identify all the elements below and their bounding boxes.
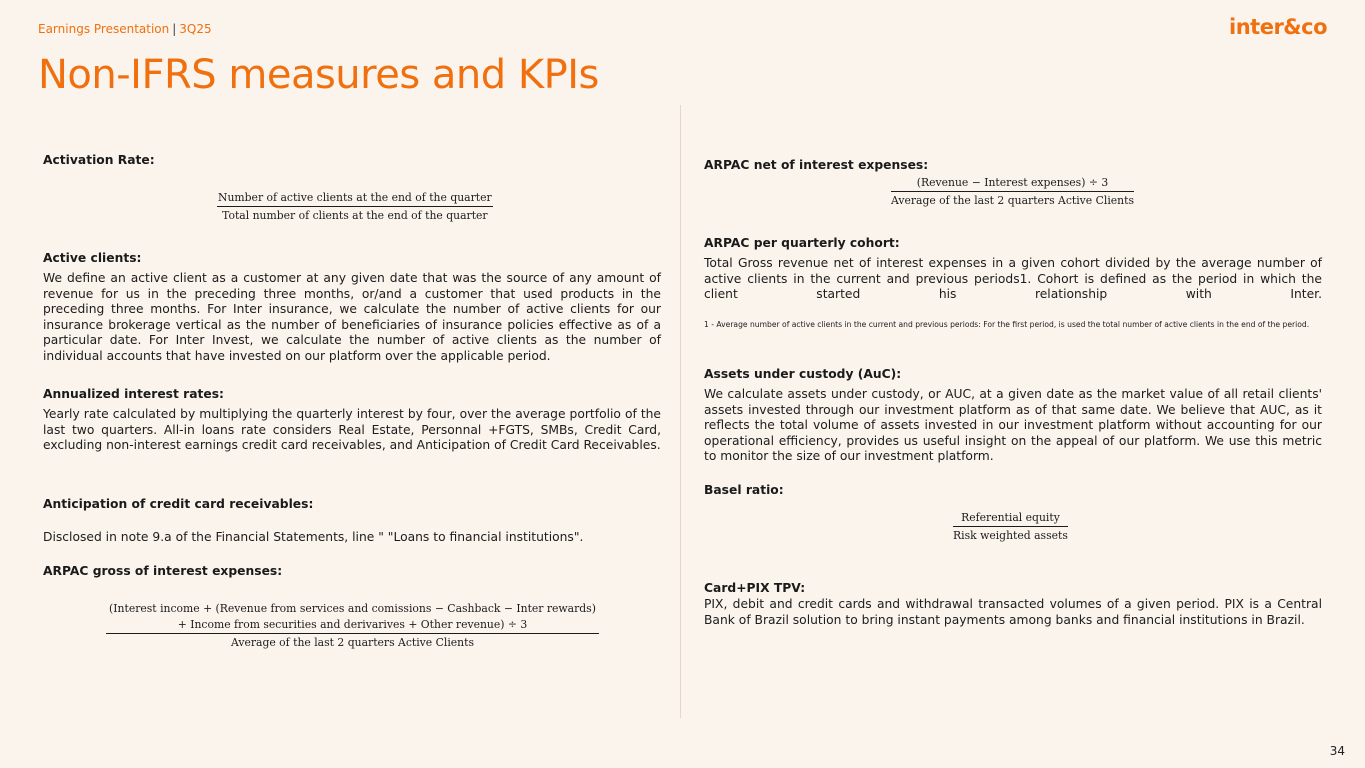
activation-numerator: Number of active clients at the end of the quarter: [217, 191, 493, 207]
activation-denominator: Total number of clients at the end of the quarter: [222, 209, 488, 222]
arpac-net-numerator: (Revenue − Interest expenses) ÷ 3: [891, 176, 1134, 192]
arpac-gross-numerator-line1: (Interest income + (Revenue from services and comissions − Cashback − Inter rewards): [109, 602, 596, 615]
basel-numerator: Referential equity: [953, 511, 1068, 527]
page-number: 34: [1329, 744, 1345, 758]
header-quarter: 3Q25: [179, 22, 212, 36]
annualized-rates-heading: Annualized interest rates:: [43, 387, 224, 401]
column-divider: [680, 105, 681, 718]
arpac-cohort-footnote: 1 - Average number of active clients in the current and previous periods: For the first period, is used the total number of active clients in the end of the period.: [704, 320, 1310, 329]
arpac-cohort-text: Total Gross revenue net of interest expenses in a given cohort divided by the average number of active clients in the current and previous periods1. Cohort is defined as the period in which the client started his relationship with Inter.: [704, 256, 1322, 301]
basel-formula: [953, 511, 1068, 542]
auc-heading: Assets under custody (AuC):: [704, 367, 902, 381]
inter-co-logo: inter&co: [1229, 15, 1327, 39]
arpac-net-heading: ARPAC net of interest expenses:: [704, 158, 929, 172]
active-clients-heading: Active clients:: [43, 251, 142, 265]
anticipation-heading: Anticipation of credit card receivables:: [43, 497, 314, 511]
basel-heading: Basel ratio:: [704, 483, 784, 497]
page-title: Non-IFRS measures and KPIs: [38, 52, 599, 98]
arpac-net-formula: [891, 176, 1134, 207]
header-separator: |: [172, 22, 177, 36]
basel-denominator: Risk weighted assets: [953, 529, 1068, 542]
header-label: Earnings Presentation: [38, 22, 170, 36]
arpac-net-denominator: Average of the last 2 quarters Active Clients: [891, 194, 1134, 207]
arpac-gross-numerator-line2: + Income from securities and derivarives + Other revenue) ÷ 3: [177, 618, 528, 631]
card-pix-text: PIX, debit and credit cards and withdrawal transacted volumes of a given period. PIX is a Central Bank of Brazil solution to bring instant payments among banks and financial institutions in Brazil.: [704, 597, 1322, 627]
anticipation-text: Disclosed in note 9.a of the Financial Statements, line " "Loans to financial institutions".: [43, 530, 584, 544]
auc-text: We calculate assets under custody, or AUC, at a given date as the market value of all retail clients' assets invested through our investment platform as of that same date. We believe that AUC, as it reflects the total volume of assets invested in our investment platform without accounting for our operational efficiency, provides us useful insight on the appeal of our platform. We use this metric to monitor the size of our investment platform.: [704, 387, 1322, 463]
active-clients-text: We define an active client as a customer at any given date that was the source of any amount of revenue for us in the preceding three months, or/and a customer that used products in the preceding three months. For Inter insurance, we calculate the number of active clients for our insurance brokerage vertical as the number of beneficiaries of insurance policies effective as of a particular date. For Inter Invest, we calculate the number of active clients as the number of individual accounts that have invested on our platform over the applicable period.: [43, 271, 661, 363]
activation-rate-formula: [217, 191, 493, 222]
card-pix-heading: Card+PIX TPV:: [704, 581, 806, 595]
arpac-gross-formula: [106, 601, 599, 649]
arpac-gross-heading: ARPAC gross of interest expenses:: [43, 564, 283, 578]
arpac-gross-denominator: Average of the last 2 quarters Active Clients: [231, 636, 474, 649]
presentation-header: [38, 22, 212, 36]
annualized-rates-text: Yearly rate calculated by multiplying the quarterly interest by four, over the average portfolio of the last two quarters. All-in loans rate considers Real Estate, Personnal +FGTS, SMBs, Credit Card, excluding non-interest earnings credit card receivables, and Anticipation of Credit Card Receivables.: [43, 407, 661, 452]
arpac-gross-numerator: [106, 601, 599, 634]
activation-rate-heading: Activation Rate:: [43, 153, 155, 167]
arpac-cohort-heading: ARPAC per quarterly cohort:: [704, 236, 900, 250]
